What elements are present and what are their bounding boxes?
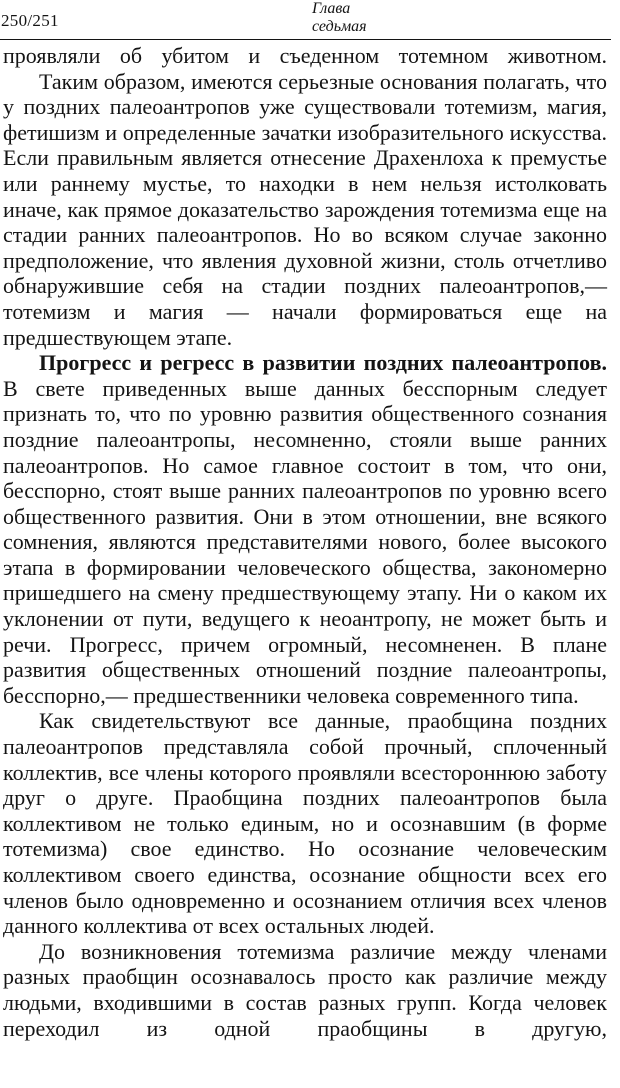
paragraph-continuation <box>3 43 607 69</box>
page-header <box>0 0 612 40</box>
paragraph <box>3 69 607 351</box>
chapter-title <box>312 0 367 36</box>
paragraph-text: Как свидетельствуют все данные, праобщина поздних палеоантропов представляла собой прочный, сплоченный коллектив, все члены которого проявляли всестороннюю заботу друг о друге. Праобщина поздних палеоантропов была коллективом не только единым, но и осознавшим (в форме тотемизма) свое единство. Но осознание человеческим коллективом своего единства, осознание общности всех его членов было одновременно и осознанием отличия всех членов данного коллектива от всех остальных людей. <box>3 708 607 939</box>
paragraph-section <box>3 350 607 708</box>
chapter-label: Глава <box>312 0 351 17</box>
page-number: 250/251 <box>1 11 59 30</box>
paragraph <box>3 708 607 938</box>
paragraph-text: До возникновения тотемизма различие между членами разных праобщин осознавалось просто как различие между людьми, входившими в состав разных групп. Когда человек переходил из одной праобщины в другую, <box>3 938 607 1041</box>
paragraph-text: В свете приведенных выше данных бесспорным следует признать то, что по уровню развития общественного сознания поздние палеоантропы, несомненно, стояли выше ранних палеоантропов. Но самое главное состоит в том, что они, бесспорно, стоят выше ранних палеоантропов по уровню всего общественного развития. Они в этом отношении, вне всякого сомнения, являются представителями нового, более высокого этапа в формировании человеческого общества, закономерно пришедшего на смену предшествующему этапу. Ни о каком их уклонении от пути, ведущего к неоантропу, не может быть и речи. Прогресс, причем огромный, несомненен. В плане развития общественных отношений поздние палеоантропы, бесспорно,— предшественники человека современного типа. <box>3 375 607 708</box>
header-rule <box>0 39 611 40</box>
paragraph-text: Таким образом, имеются серьезные основания полагать, что у поздних палеоантропов уже существовали тотемизм, магия, фетишизм и определенные зачатки изобразительного искусства. Если правильным является отнесение Драхенлоха к премустье или раннему мустье, то находки в нем нельзя истолковать иначе, как прямое доказательство зарождения тотемизма еще на стадии ранних палеоантропов. Но во всяком случае законно предположение, что явления духовной жизни, столь отчетливо обнаружившие себя на стадии поздних палеоантропов,— тотемизм и магия — начали формироваться еще на предшествующем этапе. <box>3 68 607 350</box>
paragraph-text: проявляли об убитом и съеденном тотемном животном. <box>3 43 607 68</box>
chapter-number: седьмая <box>312 18 367 35</box>
paragraph <box>3 939 607 1041</box>
page-body <box>3 43 607 1041</box>
section-heading: Прогресс и регресс в развитии поздних палеоантропов. <box>39 350 607 376</box>
